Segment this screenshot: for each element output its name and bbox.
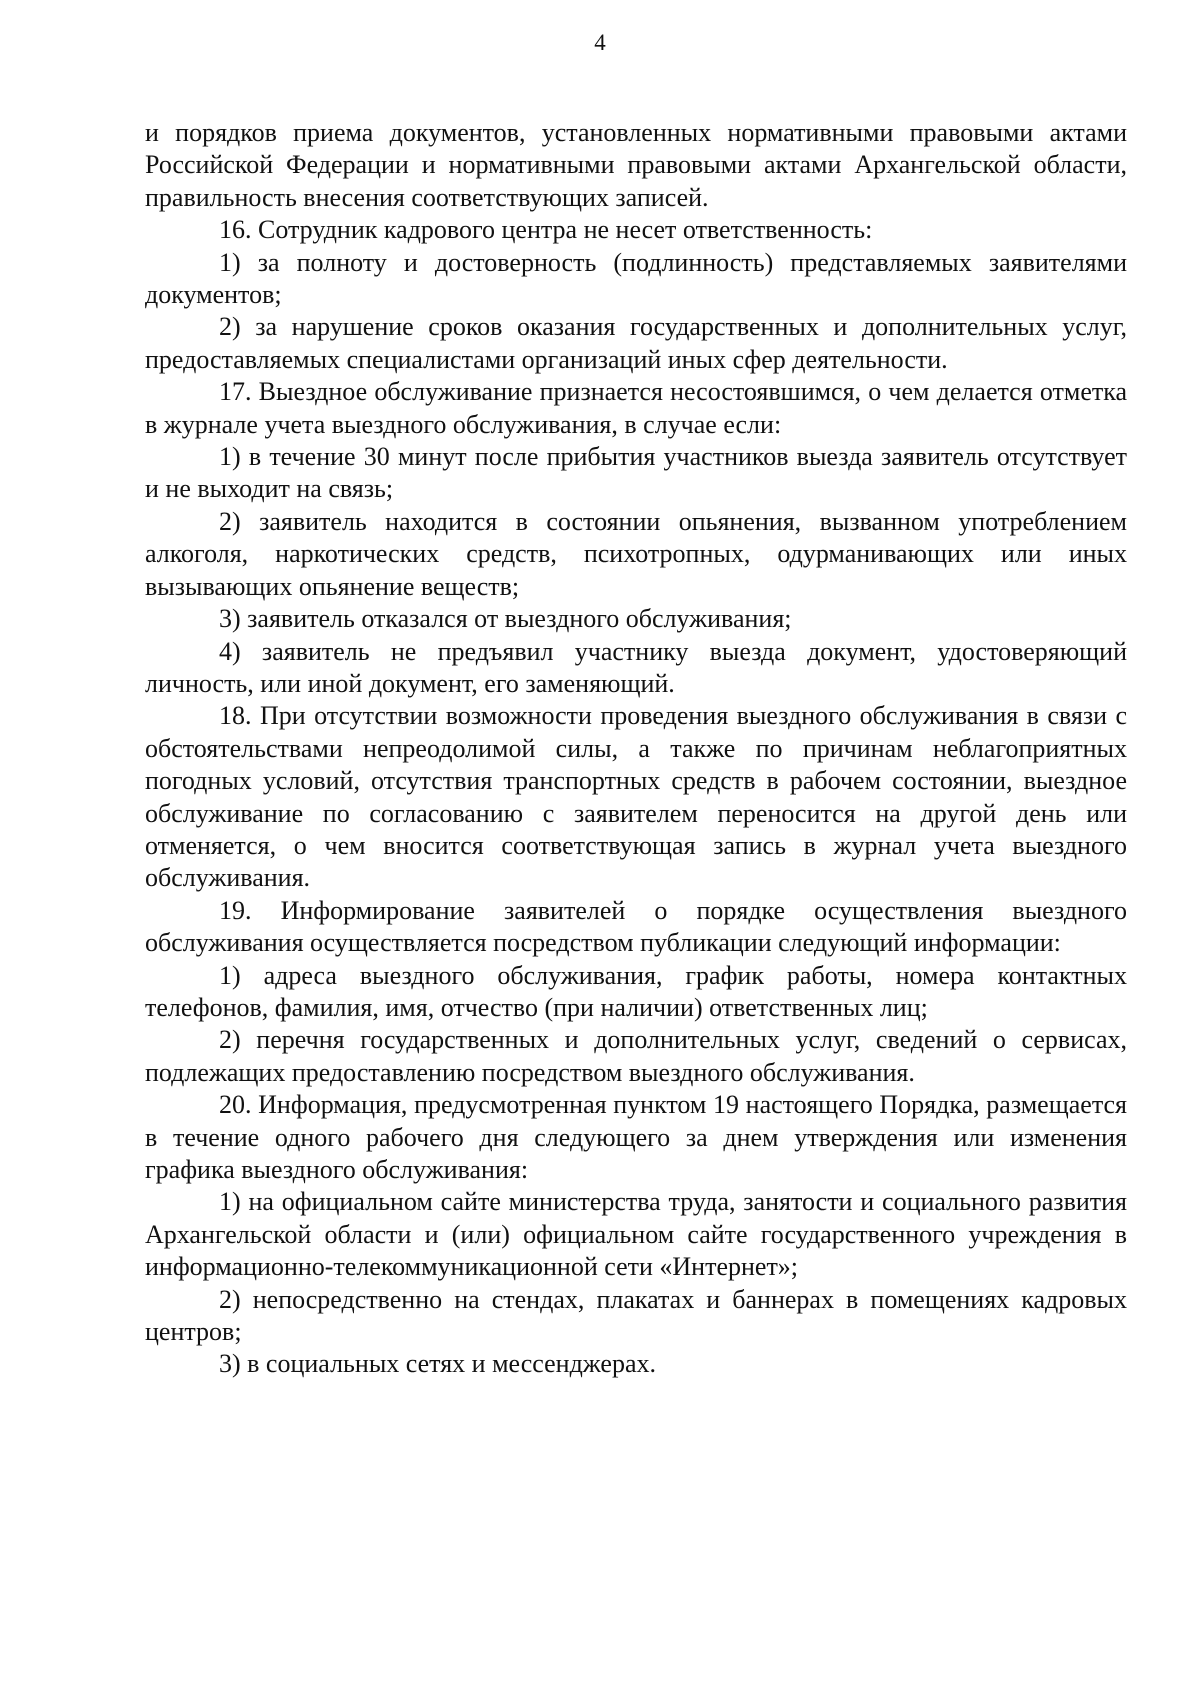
page-number: 4	[594, 30, 606, 55]
paragraph-item-19-2: 2) перечня государственных и дополнительных услуг, сведений о сервисах, подлежащих предоставлению посредством выездного обслуживания.	[145, 1025, 1127, 1087]
paragraph-item-16-1: 1) за полноту и достоверность (подлинность) представляемых заявителями документов;	[145, 247, 1127, 310]
paragraph-item-17-4: 4) заявитель не предъявил участнику выезда документ, удостоверяющий личность, или иной документ, его заменяющий.	[145, 636, 1127, 698]
paragraph-item-20: 20. Информация, предусмотренная пунктом 19 настоящего Порядка, размещается в течение одного рабочего дня следующего за днем утверждения или изменения графика выездного обслуживания:	[145, 1090, 1127, 1184]
paragraph-item-17-1: 1) в течение 30 минут после прибытия участников выезда заявитель отсутствует и не выходит на связь;	[145, 442, 1127, 504]
paragraph-item-19-1: 1) адреса выездного обслуживания, график работы, номера контактных телефонов, фамилия, имя, отчество (при наличии) ответственных лиц;	[145, 960, 1127, 1022]
document-body	[145, 117, 1127, 1381]
paragraph-item-19: 19. Информирование заявителей о порядке осуществления выездного обслуживания осуществляется посредством публикации следующий информации:	[145, 895, 1127, 958]
paragraph-item-16: 16. Сотрудник кадрового центра не несет ответственность:	[219, 215, 873, 245]
paragraph-item-17-2: 2) заявитель находится в состоянии опьянения, вызванном употреблением алкоголя, наркотических средств, психотропных, одурманивающих или иных вызывающих опьянение веществ;	[145, 506, 1127, 601]
paragraph-item-20-1: 1) на официальном сайте министерства труда, занятости и социального развития Архангельской области и (или) официальном сайте государственного учреждения в информационно-телекоммуникационной сети «Интернет»;	[145, 1187, 1127, 1282]
paragraph-item-20-3: 3) в социальных сетях и мессенджерах.	[219, 1349, 656, 1379]
paragraph-item-17: 17. Выездное обслуживание признается несостоявшимся, о чем делается отметка в журнале учета выездного обслуживания, в случае если:	[145, 377, 1127, 439]
paragraph-item-17-3: 3) заявитель отказался от выездного обслуживания;	[219, 604, 792, 634]
paragraph-item-18: 18. При отсутствии возможности проведения выездного обслуживания в связи с обстоятельствами непреодолимой силы, а также по причинам неблагоприятных погодных условий, отсутствия транспортных средств в рабочем состоянии, выездное обслуживание по согласованию с заявителем переносится на другой день или отменяется, о чем вносится соответствующая запись в журнал учета выездного обслуживания.	[145, 701, 1127, 893]
paragraph-item-20-2: 2) непосредственно на стендах, плакатах и баннерах в помещениях кадровых центров;	[145, 1284, 1127, 1347]
paragraph-item-16-2: 2) за нарушение сроков оказания государственных и дополнительных услуг, предоставляемых специалистами организаций иных сфер деятельности.	[145, 312, 1127, 374]
paragraph-continuation: и порядков приема документов, установленных нормативными правовыми актами Российской Федерации и нормативными правовыми актами Архангельской области, правильность внесения соответствующих записей.	[145, 118, 1127, 212]
